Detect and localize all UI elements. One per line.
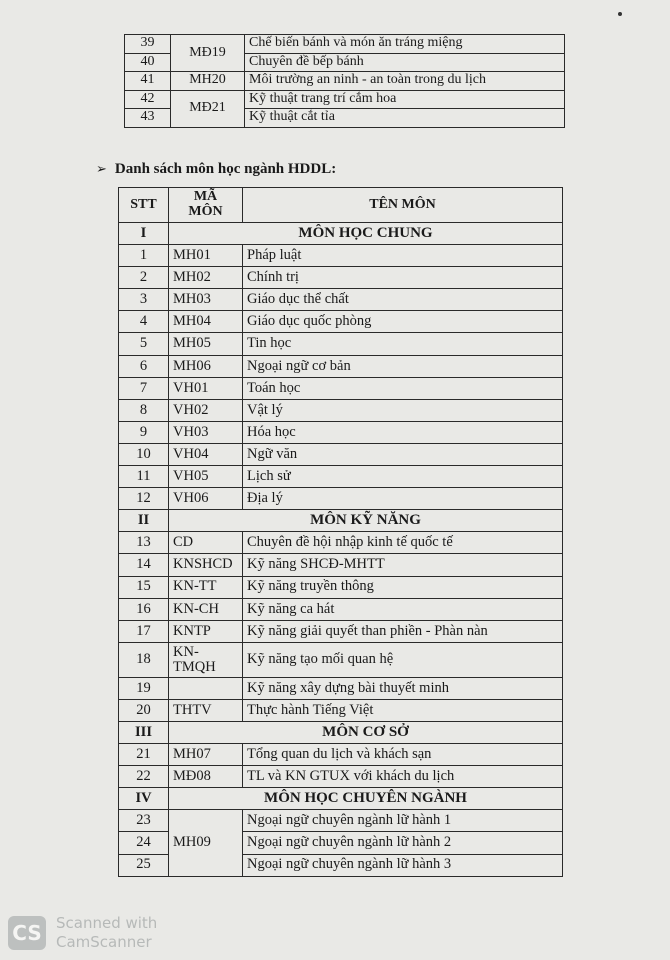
code-cell: MH02 xyxy=(169,267,243,289)
table-row xyxy=(119,642,563,677)
header-stt: STT xyxy=(119,188,169,223)
table-row xyxy=(119,311,563,333)
stt-cell: 22 xyxy=(119,766,169,788)
stt-cell: 41 xyxy=(125,72,171,91)
table-row xyxy=(119,399,563,421)
code-cell: VH01 xyxy=(169,377,243,399)
subject-name-cell: Kỹ thuật trang trí cắm hoa xyxy=(245,90,565,109)
subject-name-cell: Hóa học xyxy=(243,421,563,443)
code-cell: VH03 xyxy=(169,421,243,443)
table-row xyxy=(119,554,563,576)
heading-text: Danh sách môn học ngành HDDL: xyxy=(114,161,337,177)
subject-name-cell: TL và KN GTUX với khách du lịch xyxy=(243,766,563,788)
table-row xyxy=(119,620,563,642)
table-row xyxy=(119,766,563,788)
subject-name-cell: Ngoại ngữ chuyên ngành lữ hành 2 xyxy=(243,832,563,854)
subject-name-cell: Vật lý xyxy=(243,399,563,421)
code-cell: KN-TMQH xyxy=(169,642,243,677)
table-row xyxy=(125,35,565,54)
table-row xyxy=(119,677,563,699)
code-cell: VH05 xyxy=(169,466,243,488)
stt-cell: 13 xyxy=(119,532,169,554)
section-row xyxy=(119,223,563,245)
code-cell: MĐ21 xyxy=(171,90,245,127)
subject-name-cell: Lịch sử xyxy=(243,466,563,488)
subject-name-cell: Kỹ năng giải quyết than phiền - Phàn nàn xyxy=(243,620,563,642)
stt-cell: 21 xyxy=(119,744,169,766)
code-cell: KNTP xyxy=(169,620,243,642)
code-cell: MĐ08 xyxy=(169,766,243,788)
section-roman: IV xyxy=(119,788,169,810)
subject-name-cell: Tổng quan du lịch và khách sạn xyxy=(243,744,563,766)
code-cell: KN-CH xyxy=(169,598,243,620)
code-cell: VH06 xyxy=(169,488,243,510)
header-row xyxy=(119,188,563,223)
code-cell: MH03 xyxy=(169,289,243,311)
table-row xyxy=(119,377,563,399)
table-row xyxy=(119,532,563,554)
subject-name-cell: Môi trường an ninh - an toàn trong du lịch xyxy=(245,72,565,91)
stt-cell: 25 xyxy=(119,854,169,876)
code-cell: KNSHCD xyxy=(169,554,243,576)
subject-name-cell: Kỹ năng xây dựng bài thuyết minh xyxy=(243,677,563,699)
subject-name-cell: Kỹ năng truyền thông xyxy=(243,576,563,598)
subject-name-cell: Kỹ năng tạo mối quan hệ xyxy=(243,642,563,677)
subject-name-cell: Kỹ năng ca hát xyxy=(243,598,563,620)
table-row xyxy=(119,488,563,510)
section-roman: II xyxy=(119,510,169,532)
code-cell: MH20 xyxy=(171,72,245,91)
table-row xyxy=(119,421,563,443)
section-row xyxy=(119,510,563,532)
code-cell: CD xyxy=(169,532,243,554)
stt-cell: 24 xyxy=(119,832,169,854)
stt-cell: 19 xyxy=(119,677,169,699)
header-code-line2: MÔN xyxy=(188,204,223,219)
table-row xyxy=(125,72,565,91)
subject-name-cell: Ngoại ngữ chuyên ngành lữ hành 3 xyxy=(243,854,563,876)
section-title: MÔN HỌC CHUYÊN NGÀNH xyxy=(169,788,563,810)
section-title: MÔN HỌC CHUNG xyxy=(169,223,563,245)
stt-cell: 18 xyxy=(119,642,169,677)
header-code-line1: MÃ xyxy=(193,189,218,205)
table-row xyxy=(119,245,563,267)
section-roman: I xyxy=(119,223,169,245)
code-cell: VH02 xyxy=(169,399,243,421)
stt-cell: 10 xyxy=(119,443,169,465)
table-row xyxy=(119,267,563,289)
stt-cell: 16 xyxy=(119,598,169,620)
header-code xyxy=(169,188,243,223)
stt-cell: 17 xyxy=(119,620,169,642)
subject-name-cell: Ngữ văn xyxy=(243,443,563,465)
subject-name-cell: Chuyên đề bếp bánh xyxy=(245,53,565,72)
subject-name-cell: Giáo dục quốc phòng xyxy=(243,311,563,333)
code-cell: MH05 xyxy=(169,333,243,355)
stt-cell: 5 xyxy=(119,333,169,355)
code-cell: MĐ19 xyxy=(171,35,245,72)
subject-table xyxy=(118,187,563,877)
subject-name-cell: Chế biến bánh và món ăn tráng miệng xyxy=(245,35,565,54)
code-cell xyxy=(169,677,243,699)
watermark-text xyxy=(56,914,157,952)
stt-cell: 2 xyxy=(119,267,169,289)
stt-cell: 7 xyxy=(119,377,169,399)
stt-cell: 23 xyxy=(119,810,169,832)
table-row xyxy=(119,333,563,355)
table-row xyxy=(119,355,563,377)
table-row xyxy=(119,466,563,488)
subject-name-cell: Thực hành Tiếng Việt xyxy=(243,699,563,721)
code-cell: MH07 xyxy=(169,744,243,766)
stt-cell: 42 xyxy=(125,90,171,109)
stt-cell: 11 xyxy=(119,466,169,488)
table-row xyxy=(119,443,563,465)
stt-cell: 40 xyxy=(125,53,171,72)
watermark-line1: Scanned with xyxy=(56,914,158,932)
subject-name-cell: Chính trị xyxy=(243,267,563,289)
stt-cell: 1 xyxy=(119,245,169,267)
code-cell: THTV xyxy=(169,699,243,721)
stt-cell: 20 xyxy=(119,699,169,721)
subject-name-cell: Ngoại ngữ chuyên ngành lữ hành 1 xyxy=(243,810,563,832)
header-name: TÊN MÔN xyxy=(243,188,563,223)
subject-name-cell: Chuyên đề hội nhập kinh tế quốc tế xyxy=(243,532,563,554)
stt-cell: 9 xyxy=(119,421,169,443)
code-cell: MH01 xyxy=(169,245,243,267)
stt-cell: 39 xyxy=(125,35,171,54)
table-row xyxy=(119,699,563,721)
section-title: MÔN CƠ SỞ xyxy=(169,721,563,743)
stt-cell: 12 xyxy=(119,488,169,510)
subject-name-cell: Kỹ năng SHCĐ-MHTT xyxy=(243,554,563,576)
subject-name-cell: Pháp luật xyxy=(243,245,563,267)
stt-cell: 8 xyxy=(119,399,169,421)
stt-cell: 3 xyxy=(119,289,169,311)
stt-cell: 15 xyxy=(119,576,169,598)
subject-name-cell: Ngoại ngữ cơ bản xyxy=(243,355,563,377)
table-row xyxy=(119,289,563,311)
subject-name-cell: Toán học xyxy=(243,377,563,399)
stt-cell: 4 xyxy=(119,311,169,333)
table-row xyxy=(125,90,565,109)
subject-name-cell: Tin học xyxy=(243,333,563,355)
stt-cell: 43 xyxy=(125,109,171,128)
section-heading xyxy=(96,161,336,178)
table-row xyxy=(119,744,563,766)
camscanner-logo-icon: CS xyxy=(8,916,46,950)
section-row xyxy=(119,721,563,743)
table-row xyxy=(119,576,563,598)
subject-name-cell: Kỹ thuật cắt tỉa xyxy=(245,109,565,128)
table-row xyxy=(119,810,563,832)
code-cell: KN-TT xyxy=(169,576,243,598)
watermark-line2: CamScanner xyxy=(56,933,152,951)
camscanner-watermark xyxy=(8,912,188,954)
section-title: MÔN KỸ NĂNG xyxy=(169,510,563,532)
table-row xyxy=(119,598,563,620)
subject-name-cell: Giáo dục thể chất xyxy=(243,289,563,311)
ink-dot xyxy=(618,12,622,16)
code-cell: VH04 xyxy=(169,443,243,465)
section-row xyxy=(119,788,563,810)
continuation-table xyxy=(124,34,565,128)
code-cell: MH09 xyxy=(169,810,243,876)
stt-cell: 6 xyxy=(119,355,169,377)
section-roman: III xyxy=(119,721,169,743)
code-cell: MH06 xyxy=(169,355,243,377)
stt-cell: 14 xyxy=(119,554,169,576)
code-cell: MH04 xyxy=(169,311,243,333)
subject-name-cell: Địa lý xyxy=(243,488,563,510)
arrow-bullet-icon: ➢ xyxy=(96,162,107,177)
